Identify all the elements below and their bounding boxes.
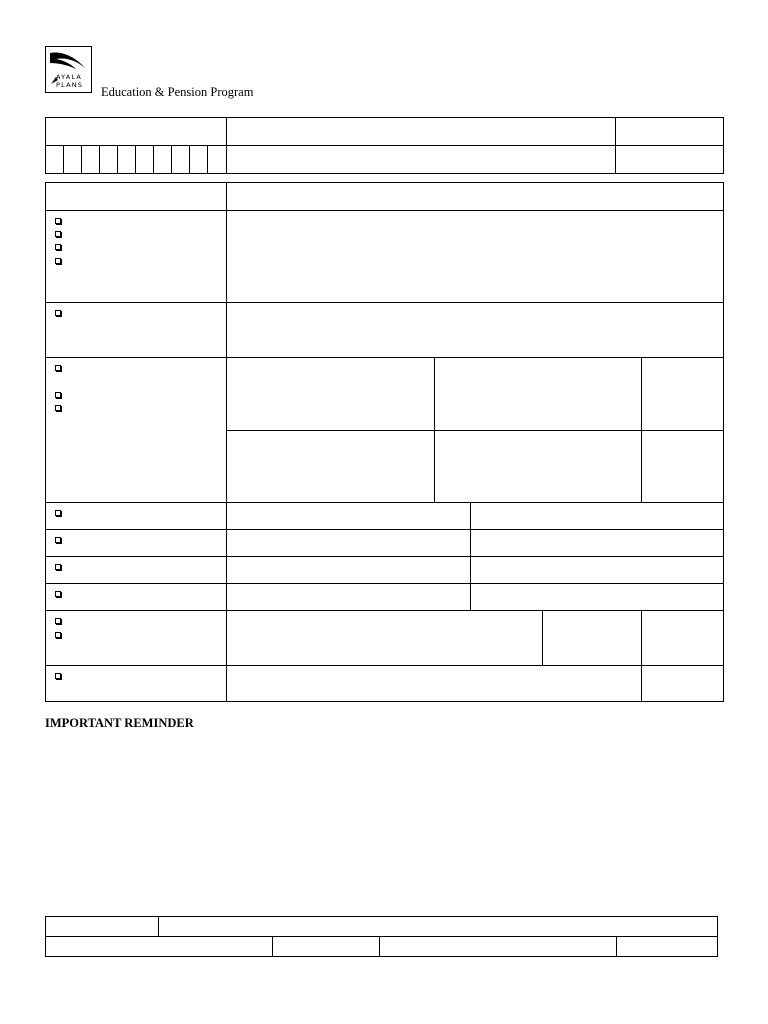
checkbox[interactable]	[55, 244, 61, 250]
checkbox[interactable]	[55, 510, 61, 516]
row-divider	[45, 529, 724, 530]
sub-col-divider	[542, 610, 543, 666]
row-divider	[45, 502, 724, 503]
sub-col-divider	[470, 502, 471, 611]
checkbox[interactable]	[55, 218, 61, 224]
footer-col-divider	[272, 936, 273, 957]
checkbox[interactable]	[55, 365, 61, 371]
digit-box-divider	[117, 146, 118, 173]
sub-row-divider	[226, 430, 724, 431]
checkbox[interactable]	[55, 618, 61, 624]
digit-box-divider	[99, 146, 100, 173]
logo-text-plans: PLANS	[56, 81, 84, 89]
row-divider	[45, 302, 724, 303]
digit-box-divider	[207, 146, 208, 173]
row-divider	[45, 556, 724, 557]
digit-box-divider	[189, 146, 190, 173]
digit-box-divider	[153, 146, 154, 173]
footer-col-divider	[158, 916, 159, 937]
checkbox[interactable]	[55, 310, 61, 316]
row-divider	[45, 665, 724, 666]
logo-text-ayala: AYALA	[56, 73, 83, 81]
checkbox[interactable]	[55, 231, 61, 237]
header-table-col-divider	[226, 117, 227, 174]
checkbox[interactable]	[55, 632, 61, 638]
checkbox[interactable]	[55, 564, 61, 570]
row-divider	[45, 583, 724, 584]
digit-box-divider	[63, 146, 64, 173]
checkbox[interactable]	[55, 537, 61, 543]
footer-col-divider	[379, 936, 380, 957]
checkbox[interactable]	[55, 673, 61, 679]
footer-row-divider	[45, 936, 718, 937]
ayala-plans-logo	[45, 46, 92, 93]
checkbox[interactable]	[55, 392, 61, 398]
checkbox[interactable]	[55, 405, 61, 411]
main-form-table	[45, 182, 724, 702]
checkbox[interactable]	[55, 591, 61, 597]
header-table-col-divider	[615, 117, 616, 174]
digit-box-divider	[171, 146, 172, 173]
digit-box-divider	[81, 146, 82, 173]
sub-col-divider	[641, 357, 642, 503]
row-divider	[45, 357, 724, 358]
main-form-col-divider	[226, 182, 227, 702]
reference-number-field[interactable]	[46, 146, 226, 173]
footer-col-divider	[616, 936, 617, 957]
sub-col-divider	[434, 357, 435, 503]
important-reminder-heading: IMPORTANT REMINDER	[45, 716, 194, 730]
row-divider	[45, 610, 724, 611]
digit-box-divider	[135, 146, 136, 173]
checkbox[interactable]	[55, 258, 61, 264]
program-title: Education & Pension Program	[101, 85, 254, 99]
row-divider	[45, 210, 724, 211]
sub-col-divider	[641, 610, 642, 702]
